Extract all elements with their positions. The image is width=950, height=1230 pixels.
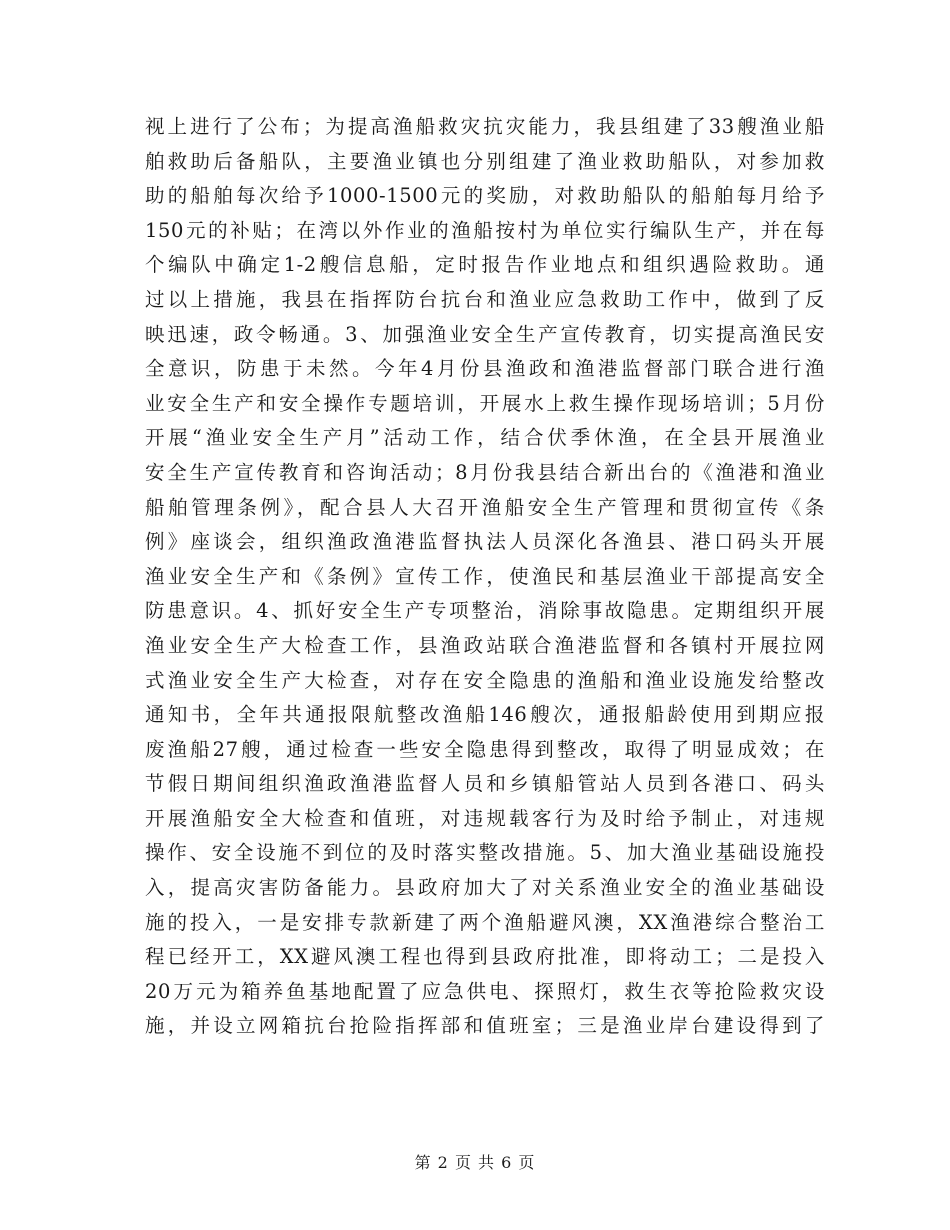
text-line: 式渔业安全生产大检查，对存在安全隐患的渔船和渔业设施发给整改 [145,668,825,692]
text-line: 映迅速，政令畅通。3、加强渔业安全生产宣传教育，切实提高渔民安 [145,322,825,346]
text-line: 程已经开工，XX避风澳工程也得到县政府批准，即将动工；二是投入 [145,945,825,969]
text-line: 施的投入，一是安排专款新建了两个渔船避风澳，XX渔港综合整治工 [145,910,825,934]
text-line: 节假日期间组织渔政渔港监督人员和乡镇船管站人员到各港口、码头 [145,772,825,796]
text-line: 废渔船27艘，通过检查一些安全隐患得到整改，取得了明显成效；在 [145,737,825,761]
page-footer: 第 2 页 共 6 页 [414,1153,536,1172]
text-line: 操作、安全设施不到位的及时落实整改措施。5、加大渔业基础设施投 [145,841,825,865]
text-line: 过以上措施，我县在指挥防台抗台和渔业应急救助工作中，做到了反 [145,287,825,311]
text-line: 全意识，防患于未然。今年4月份县渔政和渔港监督部门联合进行渔 [145,357,825,381]
text-line: 开展“渔业安全生产月”活动工作，结合伏季休渔，在全县开展渔业 [145,426,825,450]
text-line: 20万元为箱养鱼基地配置了应急供电、探照灯，救生衣等抢险救灾设 [145,979,825,1003]
text-line: 舶救助后备船队，主要渔业镇也分别组建了渔业救助船队，对参加救 [145,149,825,173]
text-line: 船舶管理条例》，配合县人大召开渔船安全生产管理和贯彻宣传《条 [145,495,825,519]
body-text [145,110,825,1044]
text-line: 个编队中确定1-2艘信息船，定时报告作业地点和组织遇险救助。通 [145,253,825,277]
text-line: 入，提高灾害防备能力。县政府加大了对关系渔业安全的渔业基础设 [145,876,825,900]
text-line: 例》座谈会，组织渔政渔港监督执法人员深化各渔县、港口码头开展 [145,530,825,554]
text-line: 安全生产宣传教育和咨询活动；8月份我县结合新出台的《渔港和渔业 [145,460,825,484]
text-line: 渔业安全生产和《条例》宣传工作，使渔民和基层渔业干部提高安全 [145,564,825,588]
text-line: 渔业安全生产大检查工作，县渔政站联合渔港监督和各镇村开展拉网 [145,633,825,657]
text-line: 助的船舶每次给予1000-1500元的奖励，对救助船队的船舶每月给予 [145,184,825,208]
text-line: 防患意识。4、抓好安全生产专项整治，消除事故隐患。定期组织开展 [145,599,825,623]
text-line: 150元的补贴；在湾以外作业的渔船按村为单位实行编队生产，并在每 [145,218,825,242]
text-line: 视上进行了公布；为提高渔船救灾抗灾能力，我县组建了33艘渔业船 [145,115,825,138]
text-line: 通知书，全年共通报限航整改渔船146艘次，通报船龄使用到期应报 [145,703,825,727]
text-line: 开展渔船安全大检查和值班，对违规载客行为及时给予制止，对违规 [145,806,825,830]
text-line: 施，并设立网箱抗台抢险指挥部和值班室；三是渔业岸台建设得到了 [145,1014,825,1038]
text-line: 业安全生产和安全操作专题培训，开展水上救生操作现场培训；5月份 [145,391,825,415]
